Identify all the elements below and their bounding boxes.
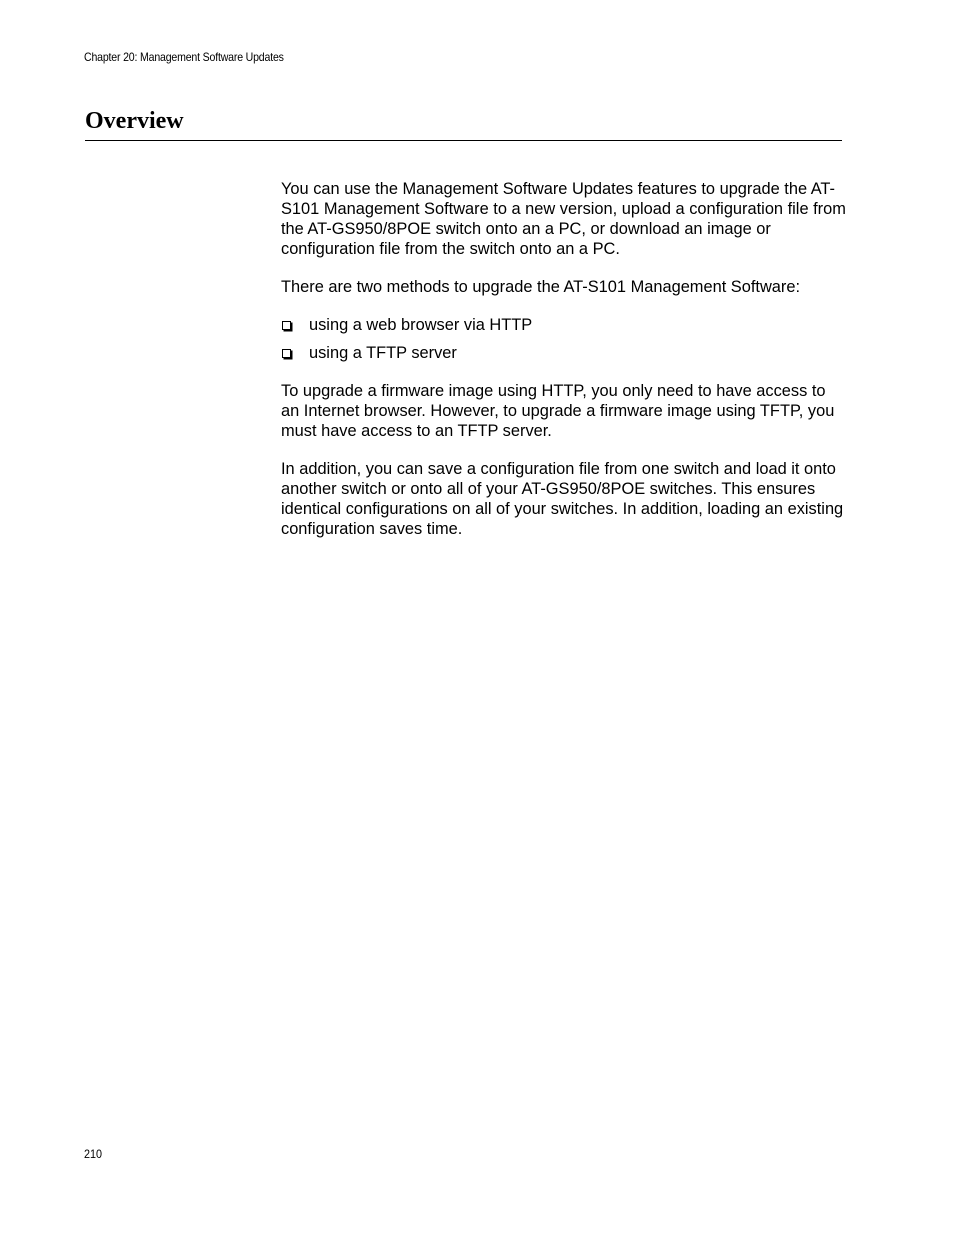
list-item (281, 315, 846, 335)
running-header: Chapter 20: Management Software Updates (84, 50, 284, 64)
body-content (281, 179, 846, 557)
paragraph-http-tftp: To upgrade a firmware image using HTTP, you only need to have access to an Internet browser. However, to upgrade a firmware image using TFTP, you must have access to an TFTP server. (281, 382, 835, 440)
paragraph-methods: There are two methods to upgrade the AT-S101 Management Software: (281, 278, 801, 296)
list-item-text: using a web browser via HTTP (309, 316, 533, 334)
page-number: 210 (84, 1147, 103, 1161)
square-bullet-icon (282, 349, 291, 358)
paragraph-intro: You can use the Management Software Updates features to upgrade the AT-S101 Management Software to a new version, upload a configuration file from the AT-GS950/8POE switch onto an a PC, or download an image or configuration file from the switch onto an a PC. (281, 180, 846, 258)
methods-list (281, 315, 846, 363)
list-item (281, 343, 846, 363)
section-title: Overview (85, 108, 184, 134)
square-bullet-icon (282, 321, 291, 330)
title-rule (85, 140, 842, 141)
list-item-text: using a TFTP server (309, 344, 457, 362)
paragraph-configuration: In addition, you can save a configuration file from one switch and load it onto another switch or onto all of your AT-GS950/8POE switches. This ensures identical configurations on all of your switches. In addition, loading an existing configuration saves time. (281, 460, 844, 538)
